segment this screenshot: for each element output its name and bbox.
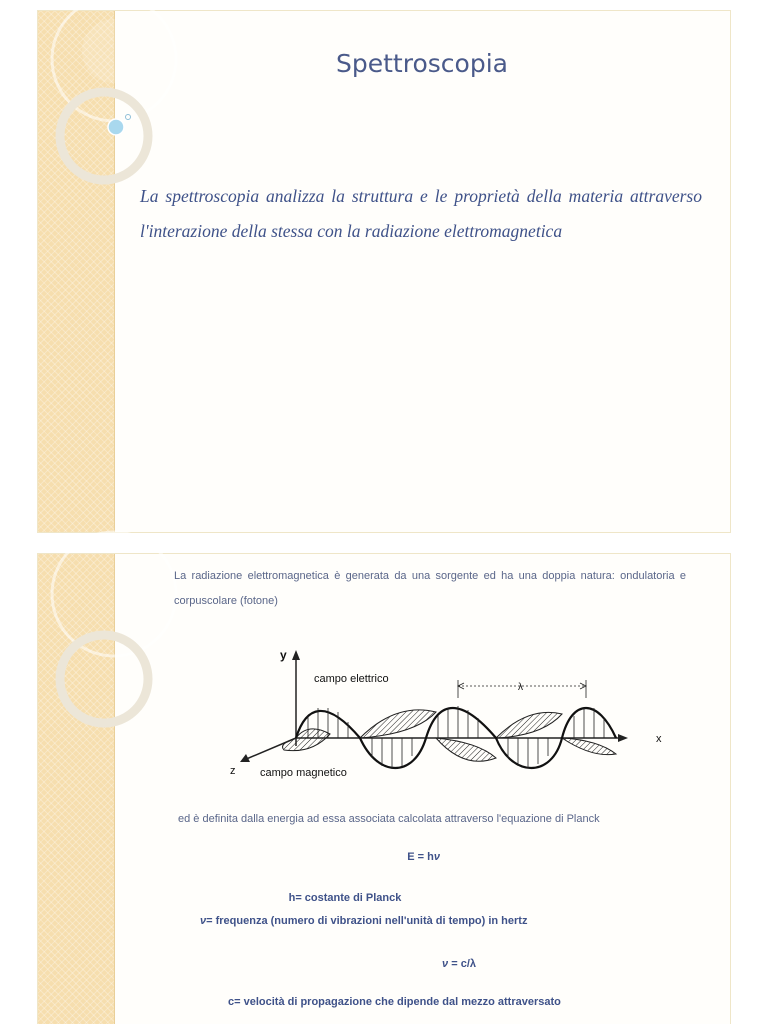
wavelength-label: λ xyxy=(518,682,523,693)
y-axis-arrow xyxy=(292,650,300,660)
y-axis-label: y xyxy=(280,648,287,662)
em-wave-figure xyxy=(200,646,662,786)
electric-field-label: campo elettrico xyxy=(314,673,389,685)
frequency-definition-text: = frequenza (numero di vibrazioni nell'unità di tempo) in hertz xyxy=(206,915,528,927)
z-axis-label: z xyxy=(230,765,236,777)
nu-symbol: ν xyxy=(442,958,449,970)
speed-definition: c= velocità di propagazione che dipende dal mezzo attraversato xyxy=(228,996,561,1008)
frequency-definition xyxy=(200,915,630,927)
planck-definition: ed è definita dalla energia ad essa associata calcolata attraverso l'equazione di Planck xyxy=(178,813,600,825)
x-axis-label: x xyxy=(656,733,662,745)
decorative-circles xyxy=(38,554,158,754)
slide-2 xyxy=(37,553,731,1024)
magnetic-field-label: campo magnetico xyxy=(260,767,347,779)
slide-title: Spettroscopia xyxy=(336,49,508,78)
planck-constant-definition: h= costante di Planck xyxy=(288,892,402,904)
energy-equation xyxy=(114,851,440,863)
intro-paragraph: La radiazione elettromagnetica è generata da una sorgente ed ha una doppia natura: ondulatoria e corpuscolare (fotone) xyxy=(174,570,686,607)
energy-equation-left: E = h xyxy=(407,851,434,863)
magnetic-field-wave xyxy=(283,710,617,761)
nu-symbol: ν xyxy=(200,915,207,927)
x-axis-arrow xyxy=(618,734,628,742)
electric-field-wave xyxy=(296,706,616,768)
frequency-equation xyxy=(114,958,476,970)
frequency-equation-text: = c/λ xyxy=(448,958,476,970)
lead-paragraph: La spettroscopia analizza la struttura e le proprietà della materia attraverso l'interazione della stessa con la radiazione elettromagnetica xyxy=(140,186,702,241)
slide-1 xyxy=(37,10,731,533)
nu-symbol: ν xyxy=(433,851,440,863)
